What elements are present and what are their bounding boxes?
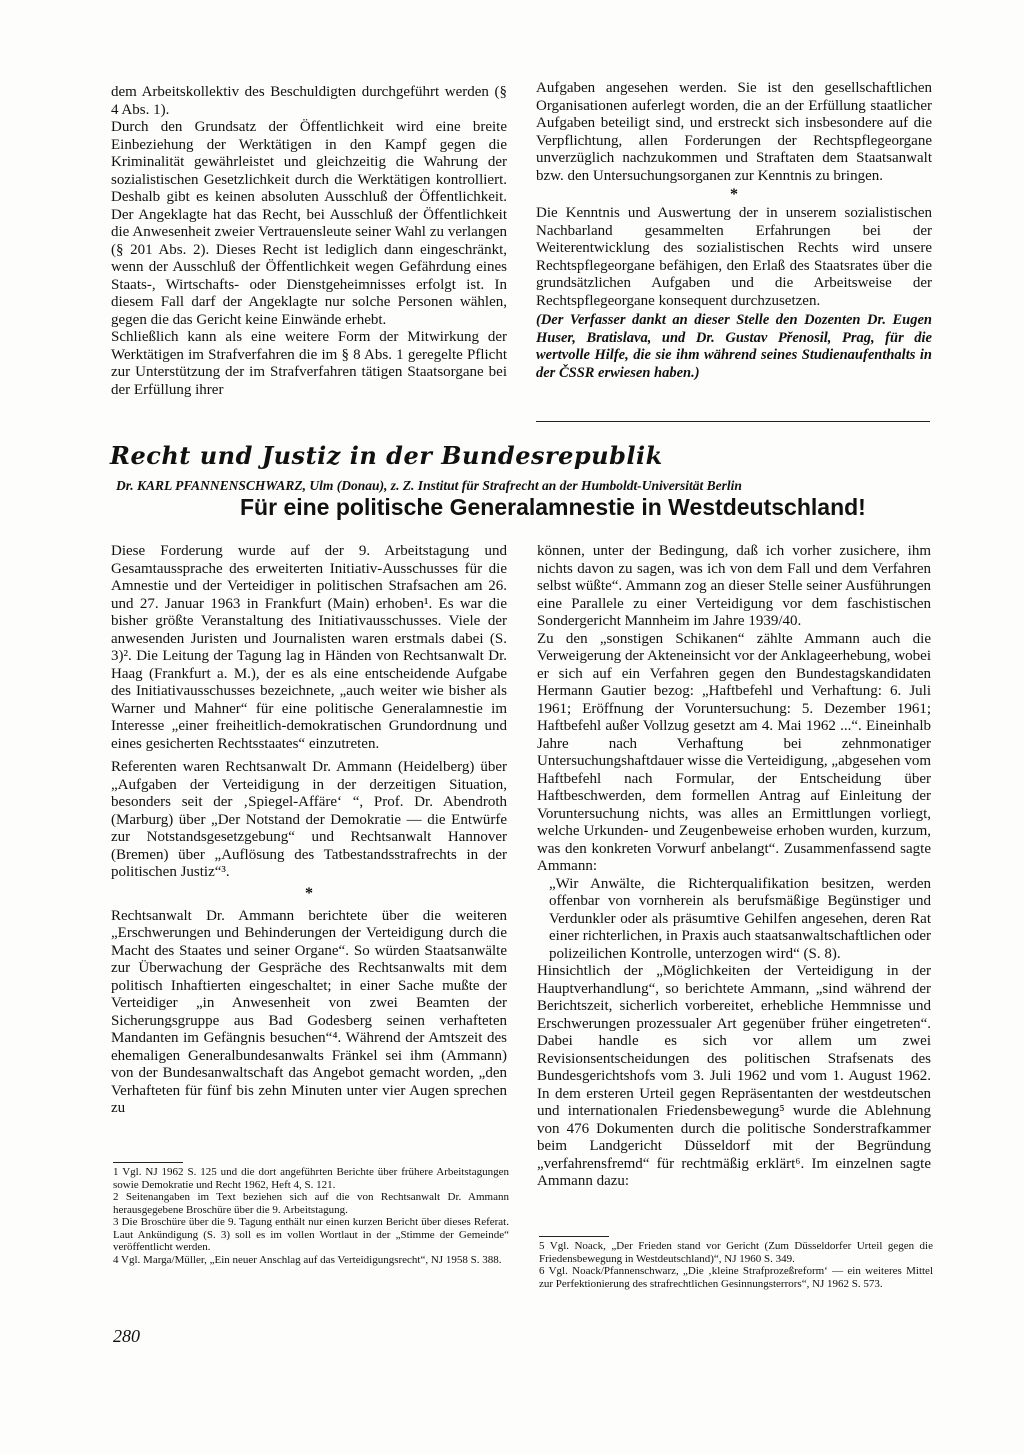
footnote-rule-left: [113, 1162, 183, 1163]
footnote: 5 Vgl. Noack, „Der Frieden stand vor Gericht (Zum Düsseldorfer Urteil gegen die Friedensbewegung in Westdeutschland)“, NJ 1960 S. 349.: [539, 1240, 933, 1265]
footnote: 1 Vgl. NJ 1962 S. 125 und die dort angeführten Berichte über frühere Arbeitstagungen sowie Demokratie und Recht 1962, Heft 4, S. 121.: [113, 1166, 509, 1191]
block-quote: „Wir Anwälte, die Richterqualifikation besitzen, werden offenbar von vornherein als berufsmäßige Begünstiger und Verdunkler oder als präsumtive Gehilfen angesehen, deren Rat einer richterlichen, in Praxis auch staatsanwaltschaftlichen oder polizeilichen Kontrolle, unterzogen wird“ (S. 8).: [549, 875, 931, 962]
footnotes-right: [539, 1240, 933, 1290]
paragraph: dem Arbeitskollektiv des Beschuldigten durchgeführt werden (§ 4 Abs. 1).: [111, 84, 507, 118]
bottom-left-column: [111, 543, 507, 1118]
paragraph: Durch den Grundsatz der Öffentlichkeit wird eine breite Einbeziehung der Werktätigen in den Kampf gegen die Kriminalität gewährleistet und gleichzeitig die Wahrung der sozialistischen Gesetzlichkeit durch die Werktätigen kontrolliert. Deshalb gibt es keinen absoluten Ausschluß der Öffentlichkeit. Der Angeklagte hat das Recht, bei Ausschluß der Öffentlichkeit die Anwesenheit zweier Vertrauensleute seiner Wahl zu verlangen (§ 201 Abs. 2). Dieses Recht ist lediglich dann eingeschränkt, wenn der Ausschluß der Öffentlichkeit wegen Gefährdung eines Staats-, Wirtschafts- oder Dienstgeheimnisses erfolgt ist. In diesem Fall darf der Angeklagte nur solche Personen wählen, gegen die das Gericht keine Einwände erhebt.: [111, 119, 507, 328]
paragraph: Die Kenntnis und Auswertung der in unserem sozialistischen Nachbarland gesammelten Erfahrungen bei der Weiterentwicklung des sozialistischen Rechts wird unsere Rechtspflegeorgane befähigen, den Erlaß des Staatsrates über die grundsätzlichen Aufgaben und die Arbeitsweise der Rechtspflegeorgane konsequent durchzusetzen.: [536, 205, 932, 309]
paragraph: Zu den „sonstigen Schikanen“ zählte Ammann auch die Verweigerung der Akteneinsicht vor der Anklageerhebung, wobei er sich auf ein Verfahren gegen den Bundestagskandidaten Hermann Gautier bezog: „Haftbefehl und Verhaftung: 6. Juli 1961; Eröffnung der Voruntersuchung: 5. Dezember 1961; Haftbefehl außer Vollzug gesetzt am 4. Mai 1962 ...“. Eineinhalb Jahre nach Verhaftung bei zehnmonatiger Untersuchungshaftdauer wisse die Verteidigung, „abgesehen vom Haftbefehl nach Formular, der Entscheidung über Haftbeschwerden, dem formellen Antrag auf Einleitung der Voruntersuchung nichts, was alles an Ermittlungen vorliegt, welche Urkunden- und Zeugenbeweise erhoben wurden, kurzum, was den konkreten Vorwurf anbelangt“. Zusammenfassend sagte Ammann:: [537, 630, 931, 874]
paragraph: Diese Forderung wurde auf der 9. Arbeitstagung und Gesamtaussprache des erweiterten Initiativ-Ausschusses für die Amnestie und der Verteidiger in politischen Strafsachen am 26. und 27. Januar 1963 in Frankfurt (Main) erhoben¹. Es war die bisher größte Veranstaltung des Initiativausschusses. Viele der anwesenden Juristen und Journalisten waren erstmals dabei (S. 3)². Die Leitung der Tagung lag in Händen von Rechtsanwalt Dr. Haag (Frankfurt a. M.), der es als eine entscheidende Aufgabe des Initiativausschusses bezeichnete, „auch weiter wie bisher als Warner und Mahner“ für eine politische Generalamnestie im Interesse „einer freiheitlich-demokratischen Grundordnung und eines gesicherten Rechtsstaates“ einzutreten.: [111, 543, 507, 752]
author-line: Dr. KARL PFANNENSCHWARZ, Ulm (Donau), z. Z. Institut für Strafrecht an der Humboldt-Universität Berlin: [116, 478, 742, 493]
top-left-column: [111, 84, 507, 399]
bottom-right-column: [537, 543, 931, 1191]
section-separator-star: *: [730, 186, 738, 203]
paragraph: Schließlich kann als eine weitere Form der Mitwirkung der Werktätigen im Strafverfahren die im § 8 Abs. 1 geregelte Pflicht zur Unterstützung der im Strafverfahren tätigen Staatsorgane bei der Erfüllung ihrer: [111, 329, 507, 398]
footnote-rule-right: [539, 1236, 609, 1237]
paragraph: können, unter der Bedingung, daß ich vorher zusichere, ihm nichts davon zu sagen, was ich von dem Fall und dem Verfahren selbst wüßte“. Ammann zog an dieser Stelle seiner Ausführungen eine Parallele zu einer Verteidigung vor dem faschistischen Sondergericht Mannheim im Jahre 1939/40.: [537, 543, 931, 629]
article-headline: Für eine politische Generalamnestie in Westdeutschland!: [240, 494, 866, 520]
footnote: 2 Seitenangaben im Text beziehen sich auf die von Rechtsanwalt Dr. Ammann herausgegebene Broschüre über die 9. Arbeitstagung.: [113, 1191, 509, 1216]
top-section-rule: [536, 421, 930, 422]
top-right-column: [536, 80, 932, 382]
acknowledgement-note: (Der Verfasser dankt an dieser Stelle den Dozenten Dr. Eugen Huser, Bratislava, und Dr. Gustav Přenosil, Prag, für die wertvolle Hilfe, die sie ihm während seines Studienaufenthalts in der ČSSR erwiesen haben.): [536, 312, 932, 381]
footnote: 3 Die Broschüre über die 9. Tagung enthält nur einen kurzen Bericht über dieses Referat. Laut Ankündigung (S. 3) soll es im vollen Wortlaut in der „Stimme der Gemeinde“ veröffentlicht werden.: [113, 1216, 509, 1253]
footnote: 6 Vgl. Noack/Pfannenschwarz, „Die ‚kleine Strafprozeßreform‘ — ein weiteres Mittel zur Perfektionierung des strafrechtlichen Gesinnungsterrors“, NJ 1962 S. 573.: [539, 1265, 933, 1290]
paragraph: Hinsichtlich der „Möglichkeiten der Verteidigung in der Hauptverhandlung“, so berichtete Ammann, „sind während der Berichtszeit, sicherlich vorbereitet, erhebliche Hemmnisse und Erschwerungen prozessualer Art gegenüber früher eingetreten“. Dabei handle es sich vor allem um zwei Revisionsentscheidungen des politischen Strafsenats des Bundesgerichtshofs vom 3. Juli 1962 und vom 1. August 1962. In dem ersteren Urteil gegen Repräsentanten der westdeutschen und internationalen Friedensbewegung⁵ wurde die Ablehnung von 476 Dokumenten durch die politische Sonderstrafkammer beim Landgericht Düsseldorf mit der Begründung „verfahrensfremd“ für rechtmäßig erklärt⁶. Im einzelnen sagte Ammann dazu:: [537, 963, 931, 1189]
section-rubric: Recht und Justiz in der Bundesrepublik: [110, 441, 663, 470]
page-number: 280: [113, 1326, 140, 1346]
footnotes-left: [113, 1166, 509, 1266]
paragraph: Referenten waren Rechtsanwalt Dr. Ammann (Heidelberg) über „Aufgaben der Verteidigung in der derzeitigen Situation, besonders seit der ‚Spiegel-Affäre‘ “, Prof. Dr. Abendroth (Marburg) über „Der Notstand der Demokratie — die Entwürfe zur Notstandsgesetzgebung“ und Rechtsanwalt Hannover (Bremen) über „Auflösung des Tatbestandsstrafrechts in der politischen Justiz“³.: [111, 759, 507, 880]
footnote: 4 Vgl. Marga/Müller, „Ein neuer Anschlag auf das Verteidigungsrecht“, NJ 1958 S. 388.: [113, 1253, 502, 1266]
paragraph: Rechtsanwalt Dr. Ammann berichtete über die weiteren „Erschwerungen und Behinderungen der Verteidigung durch die Macht des Staates und seiner Organe“. So würden Staatsanwälte zur Überwachung der Gespräche des Rechtsanwalts mit dem politisch Inhaftierten eingeschaltet; in einer Sache mußte der Verteidiger „in Anwesenheit von zwei Beamten der Sicherungsgruppe aus Bad Godesberg seinen verhafteten Mandanten im Gefängnis besuchen“⁴. Während der Amtszeit des ehemaligen Generalbundesanwalts Fränkel sei ihm (Ammann) von der Bundesanwaltschaft das Angebot gemacht worden, „den Verhafteten für fünf bis zehn Minuten unter vier Augen sprechen zu: [111, 907, 507, 1116]
section-separator-star: *: [305, 884, 313, 902]
paragraph: Aufgaben angesehen werden. Sie ist den gesellschaftlichen Organisationen auferlegt worden, die an der Erfüllung staatlicher Aufgaben beteiligt sind, und erstreckt sich insbesondere auf die Verpflichtung, allen Forderungen der Rechtspflegeorgane unverzüglich nachzukommen und Straftaten dem Staatsanwalt bzw. den Untersuchungsorganen zur Kenntnis zu bringen.: [536, 80, 932, 184]
